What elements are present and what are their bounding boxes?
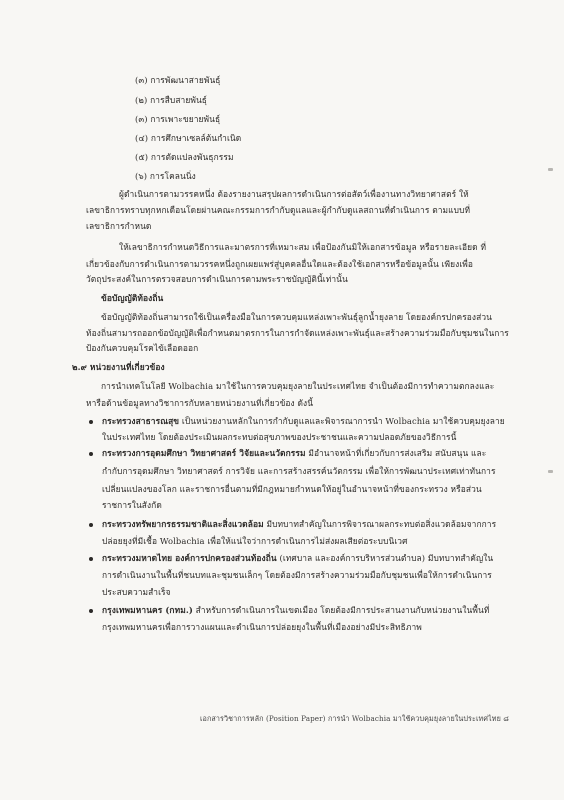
list-item: (๓) การพัฒนาสายพันธุ์ xyxy=(135,75,221,85)
list-item: (๔) การศึกษาเซลล์ต้นกำเนิด xyxy=(135,133,242,143)
paragraph-line: วัตถุประสงค์ในการตรวจสอบการดำเนินการตามพระราชบัญญัตินี้เท่านั้น xyxy=(86,274,348,284)
agency-line: เปลี่ยนแปลงของโลก และราชการอื่นตามที่มีกฎหมายกำหนดให้อยู่ในอำนาจหน้าที่ของกระทรวง หรือส่วน xyxy=(102,484,482,494)
bullet-icon xyxy=(89,523,93,527)
bullet-icon xyxy=(89,557,93,561)
bullet-icon xyxy=(89,609,93,613)
agency-line: ในประเทศไทย โดยต้องประเมินผลกระทบต่อสุขภาพของประชาชนและความปลอดภัยของวิธีการนี้ xyxy=(102,432,457,442)
agency-line: การดำเนินงานในพื้นที่ชนบทและชุมชนเล็กๆ โดยต้องมีการสร้างความร่วมมือกับชุมชนเพื่อให้การดำเนินการ xyxy=(102,570,492,580)
agency-line xyxy=(102,448,486,459)
agency-name: กระทรวงทรัพยากรธรรมชาติและสิ่งแวดล้อม xyxy=(102,519,264,529)
paragraph-line: เกี่ยวข้องกับการดำเนินการตามวรรคหนึ่งถูกเผยแพร่สู่บุคคลอื่นใดและต้องใช้เอกสารหรือข้อมูลนั้น เพียงเพื่อ xyxy=(86,259,474,269)
paragraph-line: เลขาธิการทราบทุกหกเดือนโดยผ่านคณะกรรมการกำกับดูแลและผู้กำกับดูแลสถานที่ดำเนินการ ตามแบบที่ xyxy=(86,205,471,215)
list-item: (๒) การสืบสายพันธุ์ xyxy=(135,95,207,105)
page-footer: เอกสารวิชาการหลัก (Position Paper) การนำ Wolbachia มาใช้ควบคุมยุงลายในประเทศไทย ๘ xyxy=(200,714,509,723)
agency-name: กระทรวงการอุดมศึกษา วิทยาศาสตร์ วิจัยและนวัตกรรม xyxy=(102,448,306,458)
agency-line: กรุงเทพมหานครเพื่อการวางแผนและดำเนินการปล่อยยุงในพื้นที่เมืองอย่างมีประสิทธิภาพ xyxy=(102,622,422,632)
agency-name: กรุงเทพมหานคร (กทม.) xyxy=(102,605,193,615)
agency-line: ปล่อยยุงที่มีเชื้อ Wolbachia เพื่อให้แน่ใจว่าการดำเนินการไม่ส่งผลเสียต่อระบบนิเวศ xyxy=(102,536,408,546)
agency-text: มีอำนาจหน้าที่เกี่ยวกับการส่งเสริม สนับสนุน และ xyxy=(305,448,487,458)
agency-text: เป็นหน่วยงานหลักในการกำกับดูแลและพิจารณาการนำ Wolbachia มาใช้ควบคุมยุงลาย xyxy=(179,416,505,426)
agency-line: ราชการในสังกัด xyxy=(102,500,162,510)
agency-line xyxy=(102,519,496,530)
agency-text: (เทศบาล และองค์การบริหารส่วนตำบล) มีบทบาทสำคัญใน xyxy=(276,553,494,563)
paragraph-line: การนำเทคโนโลยี Wolbachia มาใช้ในการควบคุมยุงลายในประเทศไทย จำเป็นต้องมีการทำความตกลงและ xyxy=(101,381,495,391)
agency-name: กระทรวงสาธารณสุข xyxy=(102,416,180,426)
agency-line xyxy=(102,553,493,564)
paragraph-line: เลขาธิการกำหนด xyxy=(86,221,152,231)
agency-line: ประสบความสำเร็จ xyxy=(102,587,171,597)
paragraph-line: ผู้ดำเนินการตามวรรคหนึ่ง ต้องรายงานสรุปผลการดำเนินการต่อสัตว์เพื่องานทางวิทยาศาสตร์ ให้ xyxy=(119,189,469,199)
paragraph-line: ให้เลขาธิการกำหนดวิธีการและมาตรการที่เหมาะสม เพื่อป้องกันมิให้เอกสารข้อมูล หรือรายละเอียด ที่ xyxy=(119,242,487,252)
paragraph-line: ป้องกันควบคุมโรคไข้เลือดออก xyxy=(86,343,199,353)
scan-mark xyxy=(548,470,553,473)
agency-name: กระทรวงมหาดไทย องค์การปกครองส่วนท้องถิ่น xyxy=(102,553,277,563)
bullet-icon xyxy=(89,420,93,424)
subsection-heading: ข้อบัญญัติท้องถิ่น xyxy=(101,293,164,303)
list-item: (๓) การเพาะขยายพันธุ์ xyxy=(135,114,221,124)
list-item: (๖) การโคลนนิ่ง xyxy=(135,171,196,181)
agency-text: สำหรับการดำเนินการในเขตเมือง โดยต้องมีการประสานงานกับหน่วยงานในพื้นที่ xyxy=(192,605,490,615)
paragraph-line: ข้อบัญญัติท้องถิ่นสามารถใช้เป็นเครื่องมือในการควบคุมแหล่งเพาะพันธุ์ลูกน้ำยุงลาย โดยองค์กรปกครองส่วน xyxy=(101,312,492,322)
bullet-icon xyxy=(89,452,93,456)
agency-line: กำกับการอุดมศึกษา วิทยาศาสตร์ การวิจัย และการสร้างสรรค์นวัตกรรม เพื่อให้การพัฒนาประเทศเท่าทันการ xyxy=(102,466,496,476)
list-item: (๕) การตัดแปลงพันธุกรรม xyxy=(135,152,234,162)
agency-line xyxy=(102,605,489,616)
paragraph-line: ท้องถิ่นสามารถออกข้อบัญญัติเพื่อกำหนดมาตรการในการกำจัดแหล่งเพาะพันธุ์และสร้างความร่วมมือกับชุมชนในการ xyxy=(86,328,509,338)
section-heading: ๒.๙ หน่วยงานที่เกี่ยวข้อง xyxy=(72,362,165,372)
agency-text: มีบทบาทสำคัญในการพิจารณาผลกระทบต่อสิ่งแวดล้อมจากการ xyxy=(263,519,497,529)
scan-mark xyxy=(548,168,553,171)
agency-line xyxy=(102,416,505,427)
paragraph-line: หารือด้านข้อมูลทางวิชาการกับหลายหน่วยงานที่เกี่ยวข้อง ดังนี้ xyxy=(86,398,314,408)
